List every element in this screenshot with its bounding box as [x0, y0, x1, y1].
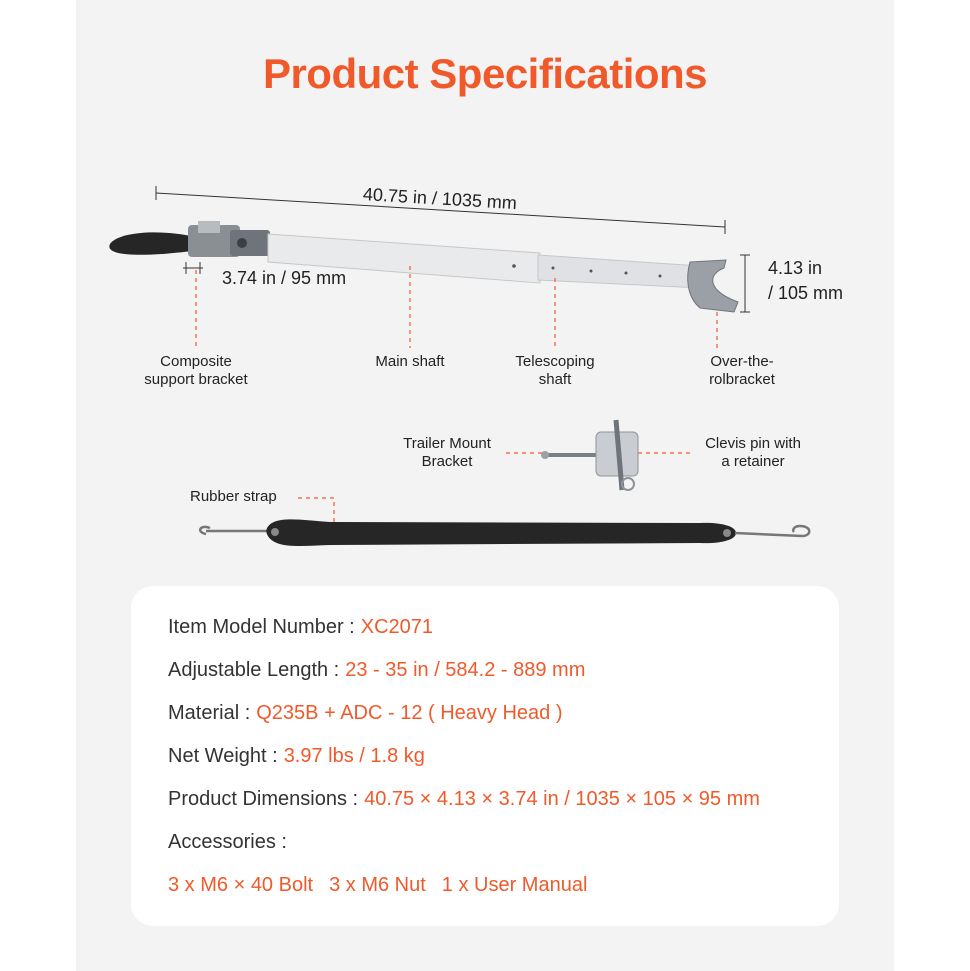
spec-row-material	[168, 702, 563, 725]
width-dimension-label: 3.74 in / 95 mm	[222, 268, 347, 288]
over-the-roll-bracket	[688, 260, 738, 312]
spec-label: Adjustable Length :	[168, 659, 340, 681]
spec-label: Item Model Number :	[168, 616, 355, 638]
telescoping-shaft	[538, 255, 700, 288]
spec-row-accessories-label: Accessories :	[168, 831, 287, 853]
callout-over-the-roll-bracket	[690, 353, 794, 389]
spec-row-model	[168, 616, 433, 639]
callout-telescoping-line2: shaft	[538, 371, 572, 388]
height-dimension-line	[740, 255, 750, 312]
callout-composite-bracket	[126, 353, 266, 389]
trailer-mount-bracket	[541, 420, 638, 490]
accessory-item: 3 x M6 × 40 Bolt	[168, 874, 314, 896]
accessory-item: 1 x User Manual	[441, 874, 588, 896]
spec-value: 40.75 × 4.13 × 3.74 in / 1035 × 105 × 95 mm	[364, 788, 760, 810]
callout-composite-line2: support bracket	[144, 371, 248, 388]
callout-trailer-line1: Trailer Mount	[403, 435, 491, 452]
loop-strap	[109, 232, 200, 254]
callout-clevis-line2: a retainer	[721, 453, 785, 470]
accessories-list	[168, 874, 603, 897]
spec-row-dimensions	[168, 788, 760, 811]
accessory-item: 3 x M6 Nut	[329, 874, 426, 896]
callout-trailer-mount-bracket	[390, 435, 504, 471]
callout-clevis-pin	[690, 435, 816, 471]
callout-telescoping-shaft	[500, 353, 610, 389]
callout-composite-line1: Composite	[160, 353, 232, 370]
rubber-strap	[200, 519, 809, 546]
spec-row-weight	[168, 745, 425, 768]
callout-over-line2: rolbracket	[709, 371, 775, 388]
spec-label: Net Weight :	[168, 745, 278, 767]
callout-telescoping-line1: Telescoping	[515, 353, 595, 370]
callout-main-shaft: Main shaft	[375, 353, 445, 370]
callout-rubber-strap: Rubber strap	[190, 488, 277, 505]
spec-value: 23 - 35 in / 584.2 - 889 mm	[345, 659, 586, 681]
spec-row-length	[168, 659, 585, 682]
callout-clevis-line1: Clevis pin with	[705, 435, 801, 452]
spec-value: XC2071	[360, 616, 434, 638]
height-dimension-label-top: 4.13 in	[768, 258, 823, 278]
callout-trailer-line2: Bracket	[421, 453, 473, 470]
width-dimension-marker	[183, 262, 203, 274]
callout-over-line1: Over-the-	[710, 353, 774, 370]
composite-support-bracket	[188, 221, 270, 257]
length-dimension-label: 40.75 in / 1035 mm	[362, 184, 518, 214]
spec-value: 3.97 lbs / 1.8 kg	[283, 745, 425, 767]
spec-label: Material :	[168, 702, 251, 724]
page-title: Product Specifications	[262, 50, 708, 97]
spec-label: Product Dimensions :	[168, 788, 359, 810]
spec-value: Q235B + ADC - 12 ( Heavy Head )	[256, 702, 563, 724]
specifications-card	[131, 586, 839, 926]
height-dimension-label-bottom: / 105 mm	[768, 283, 844, 303]
